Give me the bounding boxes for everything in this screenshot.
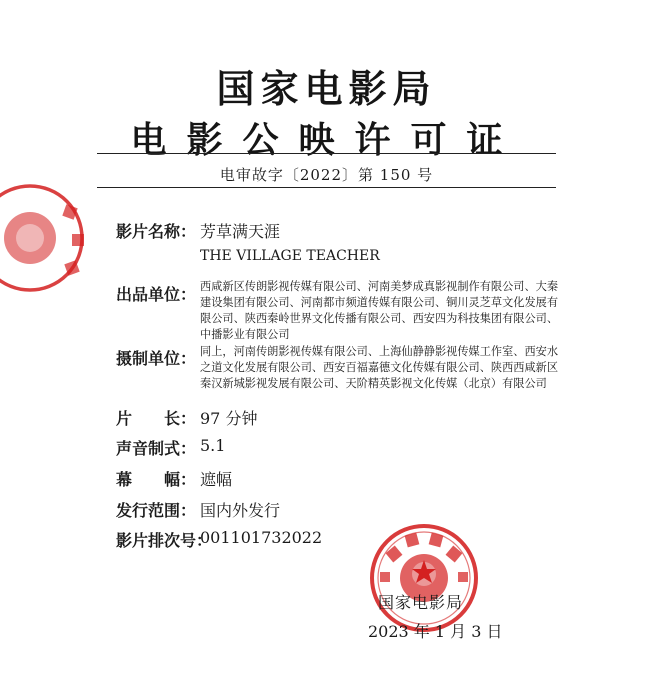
producer-value: 西咸新区传朗影视传媒有限公司、河南美梦成真影视制作有限公司、大秦建设集团有限公司、河南都市频道传媒有限公司、铜川灵芝草文化发展有限公司、陕西秦岭世界文化传播有限公司、西安四为科技集团有限公司、中播影业有限公司 — [200, 280, 559, 341]
sound-label: 声音制式： — [116, 439, 197, 458]
filming-label: 摄制单位： — [116, 349, 197, 368]
sound-value: 5.1 — [200, 436, 226, 455]
official-seal-stamp — [368, 522, 480, 634]
issuer-title: 国家电影局 — [216, 67, 437, 111]
title-label: 影片名称： — [116, 222, 197, 241]
length-label: 片 长： — [116, 409, 197, 428]
certificate-title: 电影公映许可证 — [130, 120, 523, 161]
bottom-divider — [97, 187, 556, 188]
title-cn-value: 芳草满天涯 — [200, 222, 281, 241]
national-emblem-seal-icon — [368, 522, 480, 634]
release-value: 国内外发行 — [200, 501, 281, 520]
issue-date: 2023 年 1 月 3 日 — [368, 622, 503, 641]
length-value: 97 分钟 — [200, 409, 258, 428]
signer-name: 国家电影局 — [378, 593, 464, 612]
release-label: 发行范围： — [116, 501, 197, 520]
document-number: 电审故字〔2022〕第 150 号 — [219, 166, 434, 184]
screen-value: 遮幅 — [200, 470, 233, 489]
seal-icon — [0, 178, 90, 298]
title-en-value: THE VILLAGE TEACHER — [200, 248, 380, 264]
producer-label: 出品单位： — [116, 285, 197, 304]
screen-label: 幕 幅： — [116, 470, 197, 489]
serial-value: 001101732022 — [200, 528, 323, 547]
filming-value: 同上，河南传朗影视传媒有限公司、上海仙静静影视传媒工作室、西安水之道文化发展有限公司、西安百福嘉德文化传媒有限公司、陕西西咸新区秦汉新城影视发展有限公司、天阶精英影视文化传媒（北京）有限公司 — [200, 345, 559, 390]
serial-label: 影片排次号： — [116, 531, 213, 550]
left-seal-stamp — [0, 178, 90, 298]
top-divider — [97, 153, 556, 154]
